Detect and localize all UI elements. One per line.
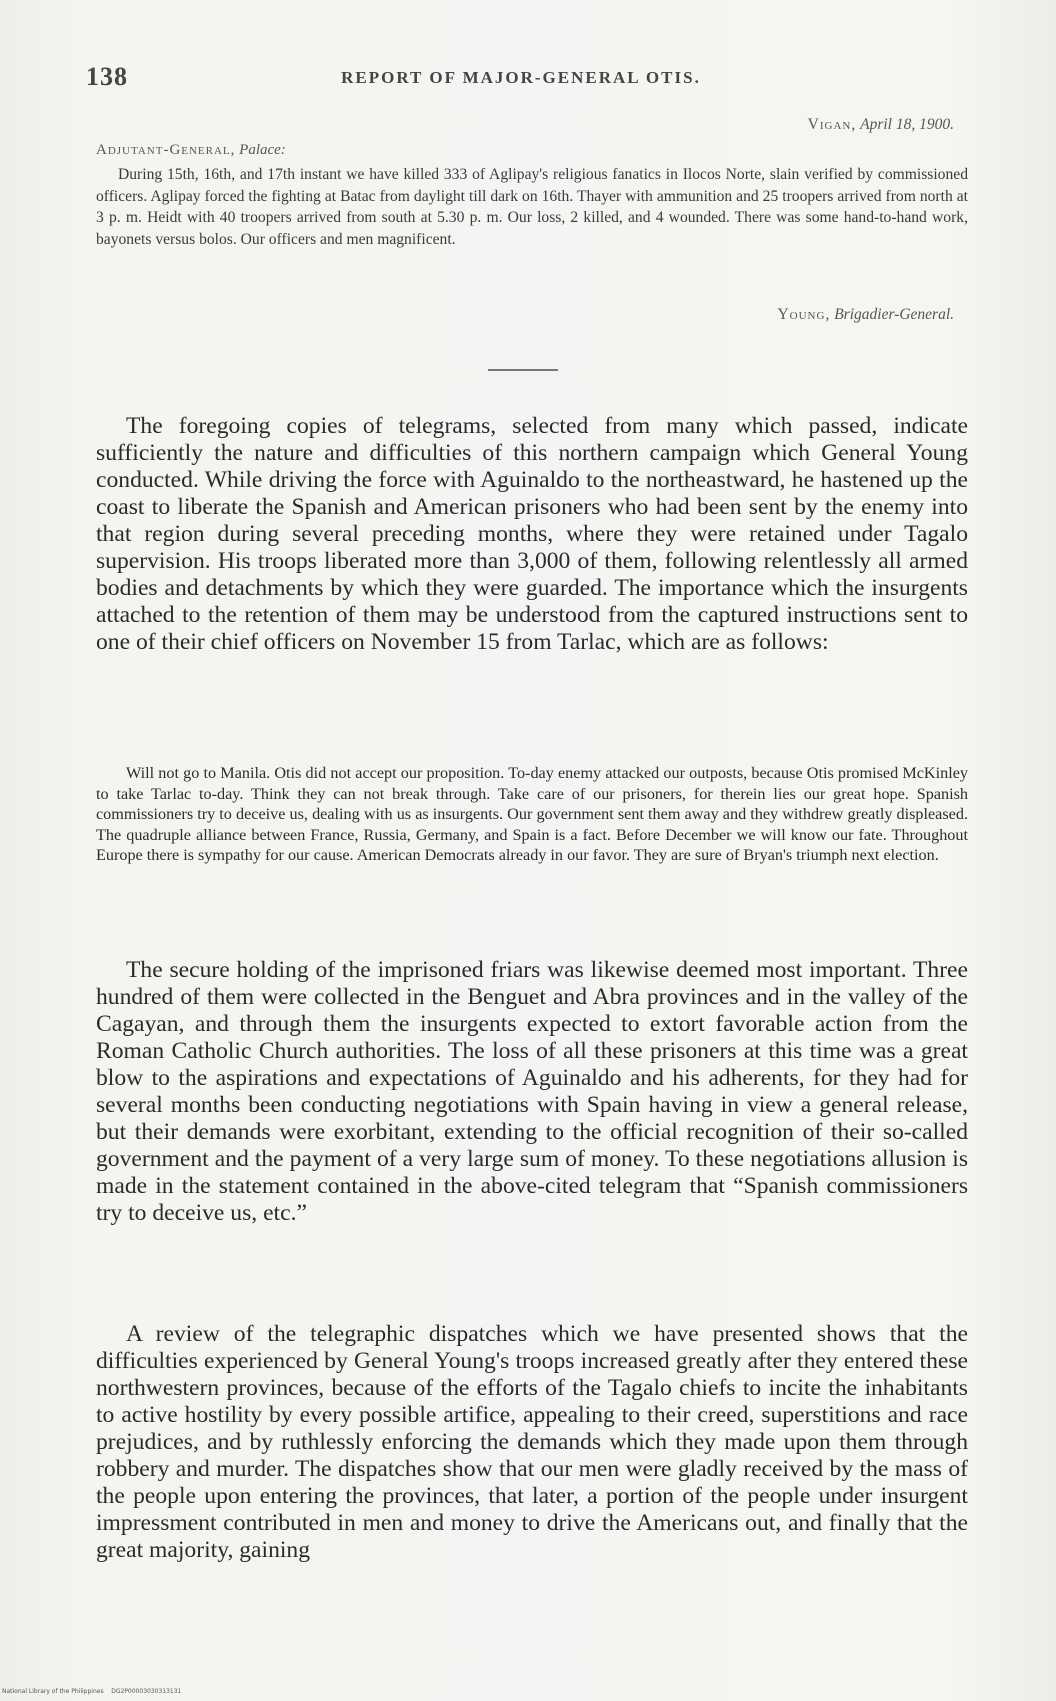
telegram-dateline <box>96 116 954 134</box>
telegram-addressee-name: Adjutant-General, <box>96 142 236 158</box>
telegram-body: During 15th, 16th, and 17th instant we have killed 333 of Aglipay's religious fanatics in Ilocos Norte, slain verified by commissioned officers. Aglipay forced the fighting at Batac from daylight till dark on 16th. Thayer with ammunition and 25 troopers arrived from north at 3 p. m. Heidt with 40 troopers arrived from south at 5.30 p. m. Our loss, 2 killed, and 4 wounded. There was some hand-to-hand work, bayonets versus bolos. Our officers and men magnificent. <box>96 166 968 248</box>
telegram-date: April 18, 1900. <box>860 116 954 133</box>
telegram-place: Vigan, <box>807 116 857 133</box>
telegram-sign-name: Young, <box>777 306 831 323</box>
page-number: 138 <box>86 62 128 91</box>
scan-footer <box>2 1688 181 1695</box>
paragraph-imprisoned-friars: The secure holding of the imprisoned friars was likewise deemed most important. Three hundred of them were collected in the Benguet and Abra provinces and in the valley of the Cagayan, and through them the insurgents expected to extort favorable action from the Roman Catholic Church authorities. The loss of all these prisoners at this time was a great blow to the aspirations and expectations of Aguinaldo and his adherents, for they had for several months been conducting negotiations with Spain having in view a general release, but their demands were exorbitant, extending to the official recognition of their so-called government and the payment of a very large sum of money. To these negotiations allusion is made in the statement contained in the above-cited telegram that “Spanish commissioners try to deceive us, etc.” <box>96 957 968 1226</box>
telegram-addressee-place: Palace: <box>239 142 286 158</box>
telegram-addressee <box>96 140 968 162</box>
telegram-sign-rank: Brigadier-General. <box>834 306 954 323</box>
footer-library: National Library of the Philippines <box>2 1688 104 1695</box>
footer-code: DG2P00003030313131 <box>111 1688 182 1695</box>
telegram-signature <box>96 306 954 324</box>
running-title: REPORT OF MAJOR-GENERAL OTIS. <box>341 68 701 87</box>
page-header <box>86 62 956 98</box>
captured-instructions-quote: Will not go to Manila. Otis did not accept our proposition. To-day enemy attacked our outposts, because Otis promised McKinley to take Tarlac to-day. Think they can not break through. Take care of our prisoners, for therein lies our great hope. Spanish commissioners try to deceive us, dealing with us as insurgents. Our government sent them away and they withdrew greatly displeased. The quadruple alliance between France, Russia, Germany, and Spain is a fact. Before December we will know our fate. Throughout Europe there is sympathy for our cause. American Democrats already in our favor. They are sure of Bryan's triumph next election. <box>96 764 968 864</box>
section-divider <box>488 369 558 371</box>
paragraph-foregoing-telegrams: The foregoing copies of telegrams, selected from many which passed, indicate sufficiently the nature and difficulties of this northern campaign which General Young conducted. While driving the force with Aguinaldo to the northeastward, he hastened up the coast to liberate the Spanish and American prisoners who had been sent by the enemy into that region during several preceding months, where they were retained under Tagalo supervision. His troops liberated more than 3,000 of them, following relentlessly all armed bodies and detachments by which they were guarded. The importance which the insurgents attached to the retention of them may be understood from the captured instructions sent to one of their chief officers on November 15 from Tarlac, which are as follows: <box>96 413 968 655</box>
paragraph-telegraphic-dispatches: A review of the telegraphic dispatches which we have presented shows that the difficulties experienced by General Young's troops increased greatly after they entered these northwestern provinces, because of the efforts of the Tagalo chiefs to incite the inhabitants to active hostility by every possible artifice, appealing to their creed, superstitions and race prejudices, and by ruthlessly enforcing the demands which they made upon them through robbery and murder. The dispatches show that our men were gladly received by the mass of the people upon entering the provinces, that later, a portion of the people under insurgent impressment contributed in men and money to drive the Americans out, and finally that the great majority, gaining <box>96 1321 968 1563</box>
